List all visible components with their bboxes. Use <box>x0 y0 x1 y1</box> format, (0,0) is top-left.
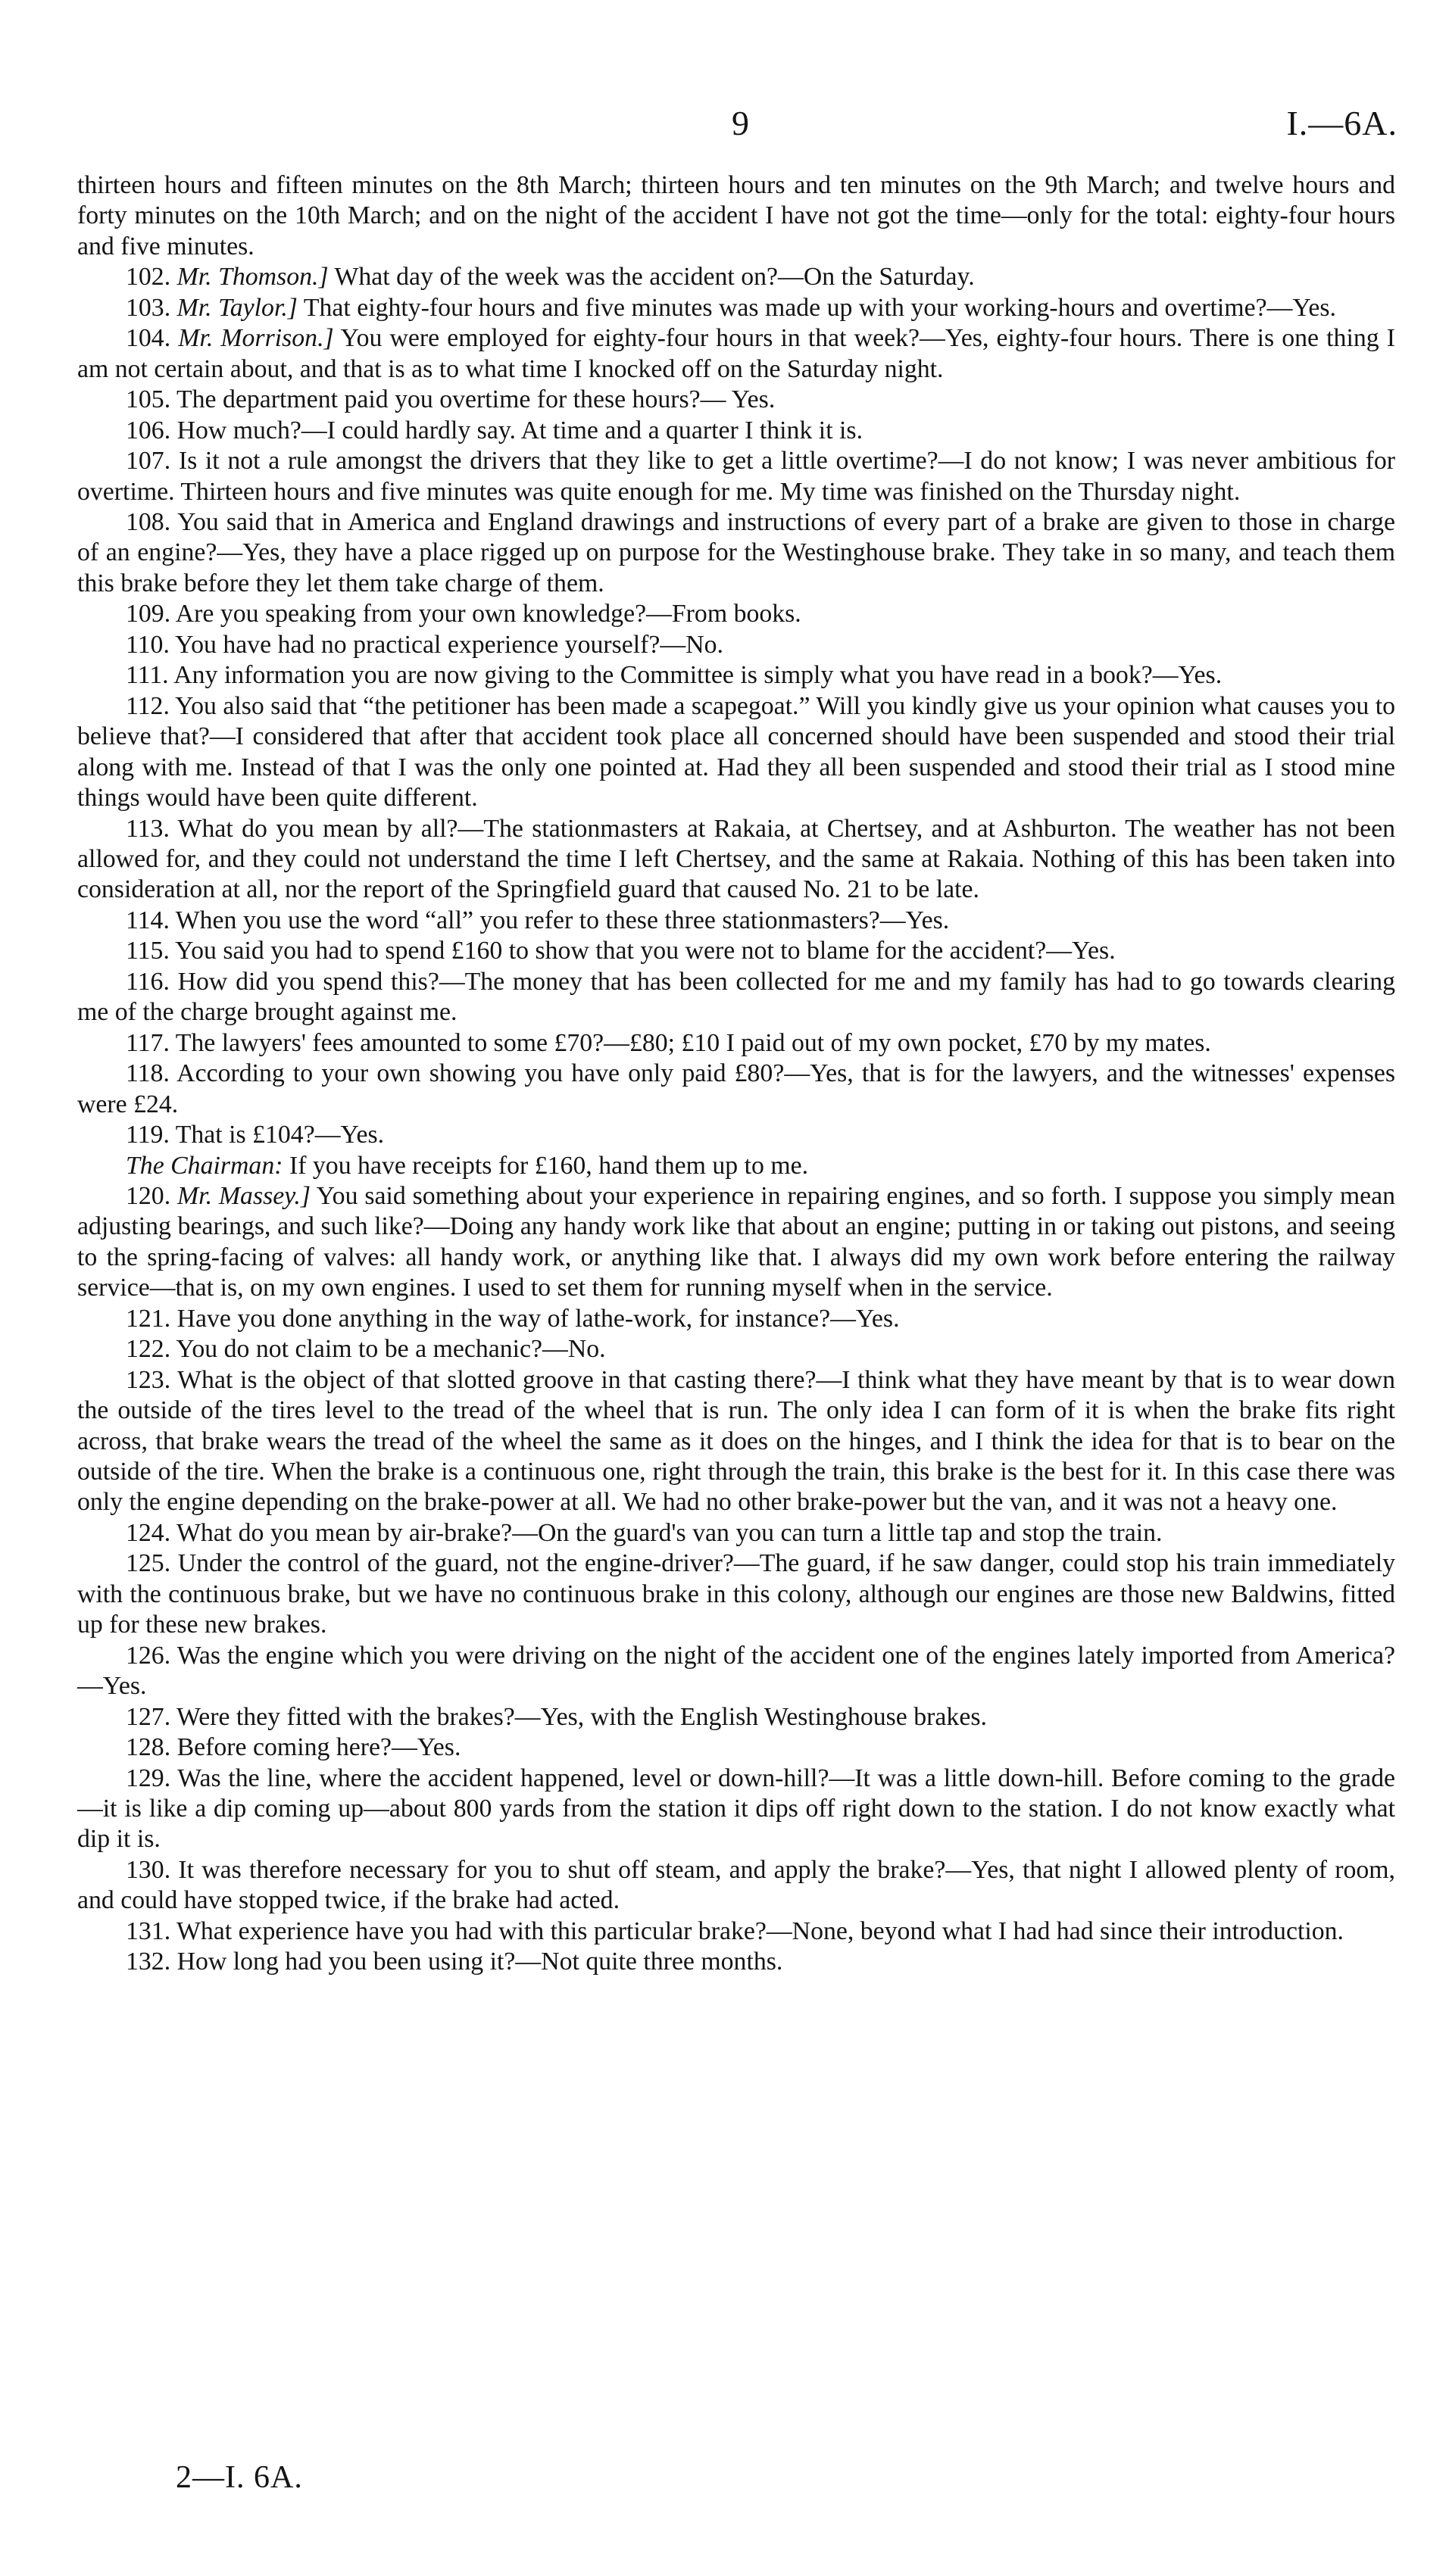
question-114 <box>77 906 1395 936</box>
question-number: 116. <box>126 967 170 996</box>
paragraph-text: The department paid you overtime for these hours?— Yes. <box>176 385 776 414</box>
question-number: 105. <box>126 385 171 414</box>
paragraph-text: Were they fitted with the brakes?—Yes, with the English Westinghouse brakes. <box>176 1702 987 1731</box>
sheet-signature: 2—I. 6A. <box>176 2460 303 2495</box>
question-number: 119. <box>126 1121 170 1149</box>
question-number: 102. <box>126 263 171 292</box>
question-number: 107. <box>126 447 171 476</box>
paragraph-text: Under the control of the guard, not the engine-driver?—The guard, if he saw danger, could stop his train immediately with the continuous brake, but we have no continuous brake in this colony, although our engines are those new Baldwins, fitted up for these new brakes. <box>77 1549 1395 1639</box>
paragraph-text: You said something about your experience in repairing engines, and so forth. I suppose you simply mean adjusting bearings, and such like?—Doing any handy work like that about an engine; putting in or taking out pistons, and seeing to the spring-facing of valves: all handy work, or anything like that. I always did my own work before entering the railway service—that is, on my own engines. I used to set them for running myself when in the service. <box>77 1181 1396 1302</box>
question-121 <box>77 1304 1395 1334</box>
question-number: 103. <box>126 293 171 322</box>
question-number: 118. <box>126 1059 170 1088</box>
paragraph-text: How did you spend this?—The money that has been collected for me and my family has had to go towards clearing me of the charge brought against me. <box>77 967 1395 1027</box>
question-111 <box>77 660 1395 691</box>
paragraph-text: Is it not a rule amongst the drivers that they like to get a little overtime?—I do not know; I was never ambitious for overtime. Thirteen hours and five minutes was quite enough for me. My time was finished on the Thursday night. <box>77 447 1396 506</box>
question-number: 129. <box>126 1764 171 1792</box>
question-119 <box>77 1120 1395 1150</box>
paragraph-text: Have you done anything in the way of lathe-work, for instance?—Yes. <box>176 1304 900 1333</box>
question-number: 123. <box>126 1365 171 1394</box>
question-122 <box>77 1334 1395 1364</box>
paragraph-text: thirteen hours and fifteen minutes on the 8th March; thirteen hours and ten minutes on the 9th March; and twelve hours and forty minutes on the 10th March; and on the night of the accident I have not got the time—only for the total: eighty-four hours and five minutes. <box>77 171 1395 260</box>
document-reference: I.—6A. <box>1286 104 1397 142</box>
paragraph-text: How long had you been using it?—Not quite three months. <box>176 1948 783 1976</box>
question-108 <box>77 507 1395 599</box>
question-chairman <box>77 1151 1395 1181</box>
paragraph-text: You said you had to spend £160 to show that you were not to blame for the accident?—Yes. <box>175 937 1116 965</box>
question-number: 112. <box>126 691 170 720</box>
question-103 <box>77 293 1395 323</box>
question-124 <box>77 1518 1395 1548</box>
paragraph-text: It was therefore necessary for you to shut off steam, and apply the brake?—Yes, that night I allowed plenty of room, and could have stopped twice, if the brake had acted. <box>77 1855 1395 1915</box>
paragraph-text: You do not claim to be a mechanic?—No. <box>176 1335 606 1364</box>
question-129 <box>77 1764 1395 1855</box>
question-number: 108. <box>126 507 171 536</box>
paragraph-text: Any information you are now giving to the Committee is simply what you have read in a book?—Yes. <box>173 661 1223 690</box>
question-128 <box>77 1732 1395 1763</box>
question-number: 110. <box>126 630 170 659</box>
question-123 <box>77 1365 1395 1518</box>
paragraph-text: You were employed for eighty-four hours in that week?—Yes, eighty-four hours. There is one thing I am not certain about, and that is as to what time I knocked off on the Saturday night. <box>77 324 1395 383</box>
question-104 <box>77 323 1395 385</box>
question-number: 109. <box>126 600 171 628</box>
paragraph-text: That is £104?—Yes. <box>175 1121 385 1149</box>
paragraph-text: Was the line, where the accident happened, level or down-hill?—It was a little down-hill. Before coming to the grade—it is like a dip coming up—about 800 yards from the station it dips off right down to the station. I do not know exactly what dip it is. <box>77 1764 1395 1854</box>
question-131 <box>77 1916 1395 1947</box>
continued-paragraph <box>77 170 1395 262</box>
question-number: 132. <box>126 1948 171 1976</box>
question-120 <box>77 1181 1395 1304</box>
paragraph-text: That eighty-four hours and five minutes was made up with your working-hours and overtime?—Yes. <box>303 293 1337 322</box>
question-113 <box>77 814 1395 906</box>
paragraph-text: You also said that “the petitioner has been made a scapegoat.” Will you kindly give us your opinion what causes you to believe that?—I considered that after that accident took place all concerned should have been suspended and stood their trial along with me. Instead of that I was the only one pointed at. Had they all been suspended and stood their trial as I stood mine things would have been quite different. <box>77 691 1395 812</box>
question-118 <box>77 1059 1395 1120</box>
paragraph-text: How much?—I could hardly say. At time and a quarter I think it is. <box>176 416 863 444</box>
paragraph-text: Are you speaking from your own knowledge?—From books. <box>175 600 801 628</box>
question-107 <box>77 446 1395 507</box>
speaker-name: Mr. Thomson.] <box>176 263 329 292</box>
question-number: 128. <box>126 1733 171 1762</box>
question-130 <box>77 1855 1395 1916</box>
question-number: 126. <box>126 1641 171 1670</box>
speaker-name: Mr. Taylor.] <box>176 293 298 322</box>
question-number: 131. <box>126 1916 171 1945</box>
question-number: 125. <box>126 1549 171 1578</box>
question-number: 104. <box>126 324 171 353</box>
speaker-name: Mr. Massey.] <box>177 1181 311 1210</box>
paragraph-text: What is the object of that slotted groove in that casting there?—I think what they have meant by that is to wear down the outside of the tires level to the tread of the wheel that is run. The only idea I can form of it is when the brake fits right across, that brake wears the tread of the wheel the same as it does on the hinges, and I think the idea for that is to bear on the outside of the tire. When the brake is a continuous one, right through the train, this brake is the best for it. In this case there was only the engine depending on the brake-power at all. We had no other brake-power but the van, and it was not a heavy one. <box>77 1365 1395 1517</box>
speaker-name: The Chairman: <box>126 1151 283 1180</box>
question-109 <box>77 599 1395 629</box>
question-number: 106. <box>126 416 171 444</box>
paragraph-text: The lawyers' fees amounted to some £70?—£80; £10 I paid out of my own pocket, £70 by my mates. <box>175 1028 1211 1057</box>
question-115 <box>77 936 1395 966</box>
question-127 <box>77 1702 1395 1732</box>
paragraph-text: What do you mean by air-brake?—On the guard's van you can turn a little tap and stop the train. <box>176 1518 1163 1547</box>
paragraph-text: You said that in America and England drawings and instructions of every part of a brake are given to those in charge of an engine?—Yes, they have a place rigged up on purpose for the Westinghouse brake. They take in so many, and teach them this brake before they let them take charge of them. <box>77 507 1395 597</box>
question-number: 111. <box>126 661 169 690</box>
paragraph-text: If you have receipts for £160, hand them up to me. <box>289 1151 809 1180</box>
paragraph-text: According to your own showing you have only paid £80?—Yes, that is for the lawyers, and the witnesses' expenses were £24. <box>77 1059 1396 1118</box>
speaker-name: Mr. Morrison.] <box>178 324 334 353</box>
question-number: 115. <box>126 937 170 965</box>
paragraph-text: What do you mean by all?—The stationmasters at Rakaia, at Chertsey, and at Ashburton. The weather has not been allowed for, and they could not understand the time I left Chertsey, and the same at Rakaia. Nothing of this has been taken into consideration at all, nor the report of the Springfield guard that caused No. 21 to be late. <box>77 814 1396 904</box>
paragraph-text: When you use the word “all” you refer to these three stationmasters?—Yes. <box>175 906 950 934</box>
question-106 <box>77 416 1395 446</box>
question-126 <box>77 1641 1395 1702</box>
question-number: 124. <box>126 1518 171 1547</box>
paragraph-text: What day of the week was the accident on?—On the Saturday. <box>334 263 975 292</box>
question-number: 130. <box>126 1855 171 1884</box>
question-116 <box>77 967 1395 1028</box>
question-number: 121. <box>126 1304 171 1333</box>
question-112 <box>77 691 1395 814</box>
question-number: 127. <box>126 1702 171 1731</box>
question-number: 114. <box>126 906 170 934</box>
question-number: 117. <box>126 1028 170 1057</box>
question-number: 122. <box>126 1335 171 1364</box>
paragraph-text: Before coming here?—Yes. <box>176 1733 461 1762</box>
question-110 <box>77 630 1395 660</box>
question-105 <box>77 385 1395 415</box>
question-132 <box>77 1947 1395 1977</box>
question-number: 113. <box>126 814 170 843</box>
page-number: 9 <box>732 104 749 142</box>
question-117 <box>77 1028 1395 1059</box>
evidence-transcript <box>77 170 1395 1978</box>
question-125 <box>77 1548 1395 1640</box>
paragraph-text: Was the engine which you were driving on the night of the accident one of the engines lately imported from America?—Yes. <box>77 1641 1396 1701</box>
paragraph-text: What experience have you had with this particular brake?—None, beyond what I had had since their introduction. <box>176 1916 1344 1945</box>
question-102 <box>77 262 1395 292</box>
question-number: 120. <box>126 1181 171 1210</box>
paragraph-text: You have had no practical experience yourself?—No. <box>175 630 723 659</box>
